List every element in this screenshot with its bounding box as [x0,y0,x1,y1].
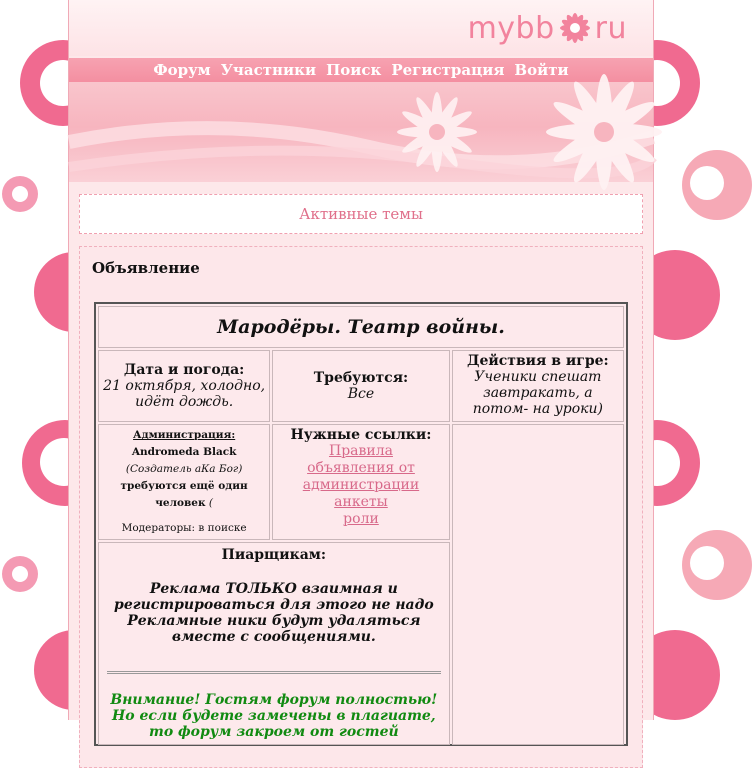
announcement-panel [79,246,643,768]
separator [107,671,441,674]
decorative-circle [12,566,28,582]
pr-label: Пиарщикам: [221,547,327,563]
logo-text-right: ru [594,10,627,46]
nav-register[interactable]: Регистрация [391,61,505,79]
link-admin-announcements[interactable]: объявления от администрации [302,460,420,493]
announcement-heading: Объявление [92,259,200,277]
active-topics-box [79,194,643,234]
decorative-circle [690,546,724,580]
nav-search[interactable]: Поиск [326,61,382,79]
admin-role: (Создатель аКа Бог) [125,463,243,475]
flower-icon [557,10,593,46]
actions-cell [452,350,624,422]
actions-value: Ученики спешат завтракать, а потом- на уроки) [472,369,604,417]
date-weather-cell [98,350,270,422]
nav-members[interactable]: Участники [220,61,317,79]
active-topics-link[interactable]: Активные темы [299,205,423,223]
guest-warning: Внимание! Гостям форум полностью! Но если будете замечены в плагиате, то форум закроем от гостей [110,692,438,740]
main-nav [69,58,653,82]
pr-cell [98,542,450,745]
date-weather-label: Дата и погода: [123,362,245,378]
announcement-table [96,304,626,747]
admin-needed-paren: ( [208,497,214,509]
mybb-logo[interactable] [468,10,627,46]
admin-needed: требуются ещё один человек [120,480,248,509]
link-profiles[interactable]: анкеты [334,494,388,510]
admin-label: Администрация: [133,429,236,441]
banner-artwork [69,82,653,182]
empty-cell [452,424,624,745]
links-label: Нужные ссылки: [290,427,432,443]
moderators-text: Модераторы: в поиске [121,522,247,534]
links-cell [272,424,449,540]
nav-forum[interactable]: Форум [153,61,211,79]
header-bar [69,0,653,56]
nav-login[interactable]: Войти [514,61,569,79]
decorative-circle [690,166,724,200]
date-weather-value: 21 октября, холодно, идёт дождь. [103,378,266,410]
required-value: Все [347,386,375,402]
actions-label: Действия в игре: [467,353,609,369]
link-roles[interactable]: роли [343,511,379,527]
pr-text: Реклама ТОЛЬКО взаимная и регистрироваться для этого не надо Рекламные ники будут удаляться вместе с сообщениями. [114,581,434,645]
announcement-frame [94,302,628,746]
header-banner [69,82,653,182]
logo-text-left: mybb [467,10,555,46]
link-rules[interactable]: Правила [328,443,393,459]
admin-cell [98,424,270,540]
admin-name: Andromeda Black [131,446,237,458]
forum-title: Мародёры. Театр войны. [98,306,624,348]
required-cell [272,350,449,422]
required-label: Требуются: [313,370,409,386]
decorative-circle [12,186,28,202]
forum-page [68,0,654,740]
